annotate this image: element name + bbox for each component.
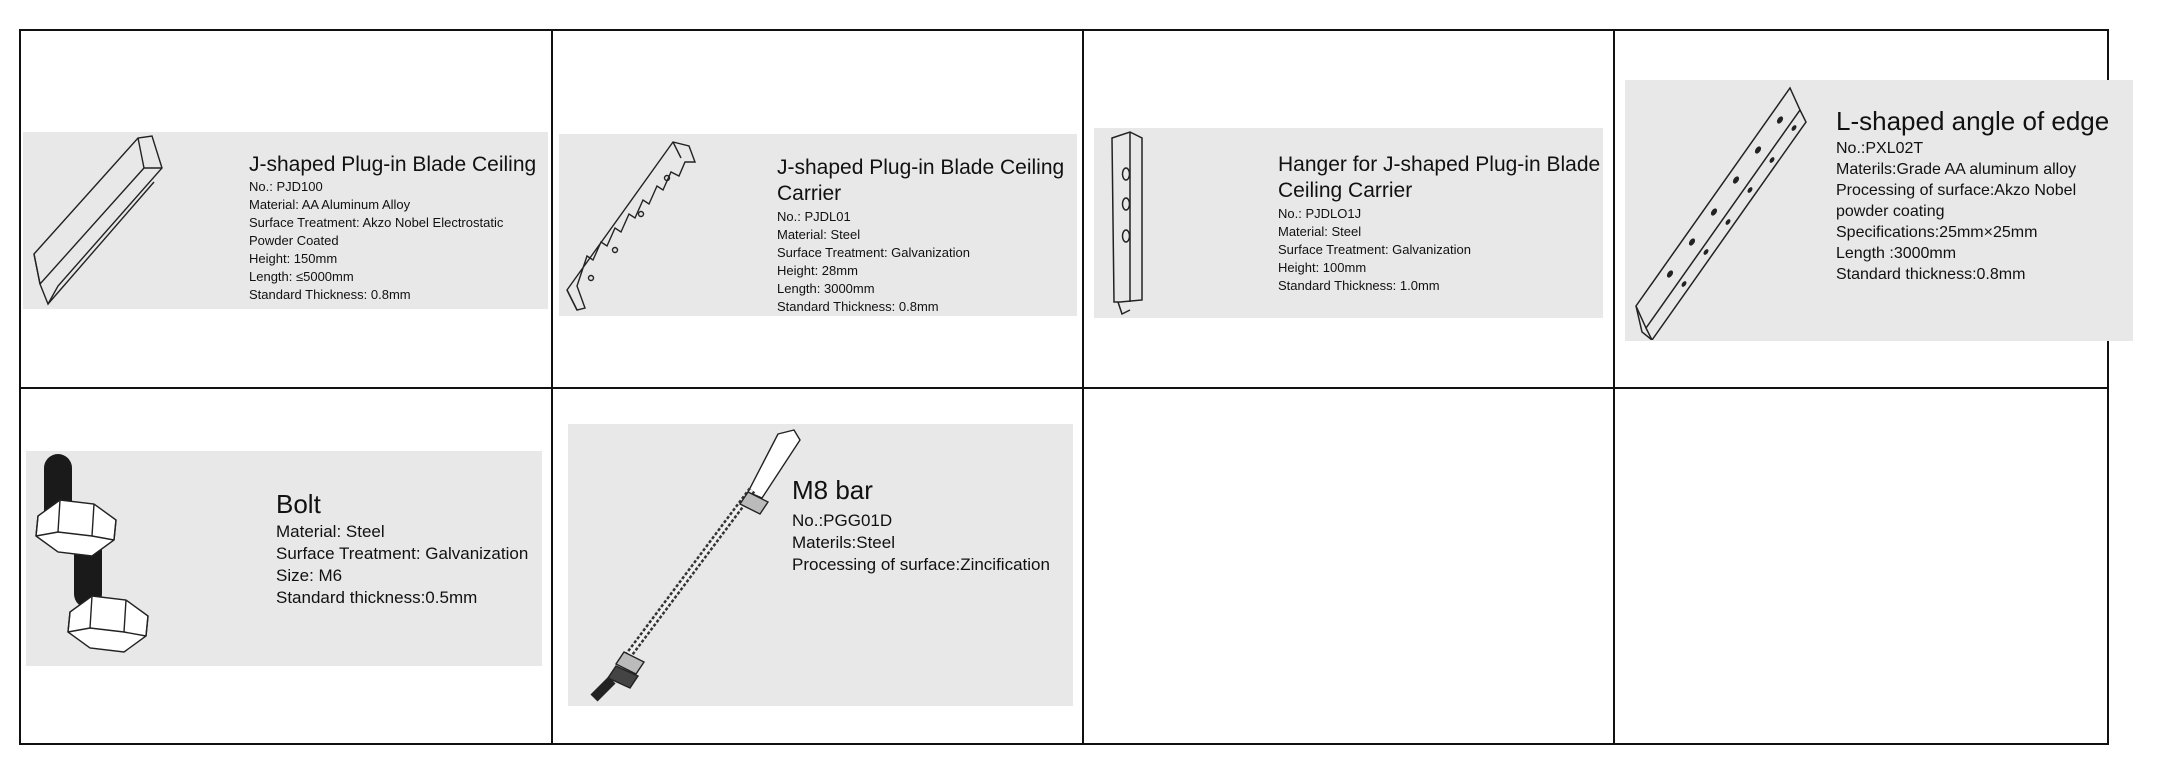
spec-line: No.: PJDLO1J: [1278, 205, 1362, 221]
spec-line: Standard Thickness: 1.0mm: [1278, 277, 1440, 293]
spec-line: Standard Thickness: 0.8mm: [777, 298, 939, 314]
spec-line: Processing of surface:Akzo Nobel: [1836, 181, 2077, 199]
product-text-bolt: [276, 487, 528, 609]
product-title: Hanger for J-shaped Plug-in Blade: [1278, 153, 1601, 176]
product-text-hanger: [1278, 152, 1600, 295]
spec-line: Material: Steel: [1278, 223, 1362, 239]
product-title: L-shaped angle of edge: [1836, 106, 2110, 136]
spec-line: Surface Treatment: Galvanization: [276, 544, 529, 563]
product-text-j-blade-ceiling: [249, 152, 536, 304]
spec-line: Height: 28mm: [777, 262, 858, 278]
product-title: J-shaped Plug-in Blade Ceiling: [777, 156, 1065, 179]
j-blade-icon: [28, 134, 178, 306]
spec-line: Material: Steel: [276, 522, 385, 541]
row-divider: [21, 387, 2107, 389]
spec-line: Height: 100mm: [1278, 259, 1367, 275]
product-title: J-shaped Plug-in Blade Ceiling: [249, 153, 537, 176]
spec-line: Standard thickness:0.5mm: [276, 588, 478, 607]
product-title: Carrier: [777, 182, 842, 206]
spec-line: Length: ≤5000mm: [249, 269, 354, 285]
carrier-icon: [563, 138, 703, 313]
product-text-carrier: [777, 155, 1064, 316]
spec-line: Surface Treatment: Galvanization: [777, 244, 970, 260]
spec-line: powder coating: [1836, 202, 1945, 220]
spec-line: No.: PJD100: [249, 179, 323, 195]
spec-line: No.: PJDL01: [777, 208, 851, 224]
bolt-icon: [30, 452, 160, 662]
product-text-l-angle: [1836, 105, 2109, 285]
spec-line: No.:PXL02T: [1836, 139, 1924, 157]
product-title: Bolt: [276, 489, 321, 519]
spec-line: Length: 3000mm: [777, 280, 875, 296]
spec-line: Processing of surface:Zincification: [792, 555, 1050, 574]
product-text-m8-bar: [792, 470, 1050, 576]
spec-line: Specifications:25mm×25mm: [1836, 223, 2038, 241]
spec-line: Size: M6: [276, 566, 343, 585]
spec-line: Height: 150mm: [249, 251, 338, 267]
product-title: M8 bar: [792, 475, 873, 505]
threaded-bar-icon: [572, 426, 812, 704]
spec-line: Material: AA Aluminum Alloy: [249, 197, 411, 213]
spec-line: Materils:Steel: [792, 533, 895, 552]
spec-line: Standard thickness:0.8mm: [1836, 265, 2026, 283]
spec-line: Material: Steel: [777, 226, 861, 242]
product-title: Ceiling Carrier: [1278, 179, 1413, 203]
spec-line: Length :3000mm: [1836, 244, 1957, 262]
spec-line: Powder Coated: [249, 233, 339, 249]
spec-line: Materils:Grade AA aluminum alloy: [1836, 160, 2077, 178]
hanger-icon: [1104, 130, 1164, 320]
l-angle-icon: [1630, 84, 1830, 340]
spec-line: Surface Treatment: Akzo Nobel Electrostatic: [249, 215, 504, 231]
spec-line: Standard Thickness: 0.8mm: [249, 287, 411, 303]
spec-line: No.:PGG01D: [792, 511, 893, 530]
spec-line: Surface Treatment: Galvanization: [1278, 241, 1471, 257]
